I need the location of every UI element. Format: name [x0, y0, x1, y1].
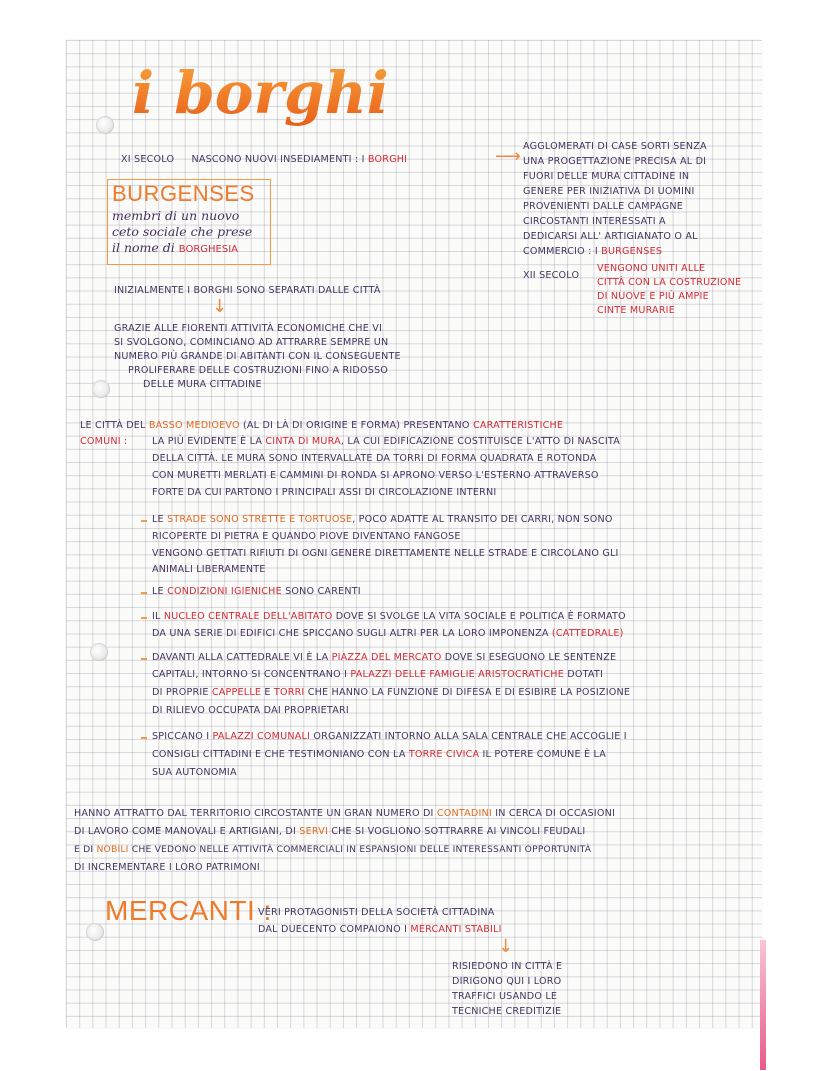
thanks-line: DELLE MURA CITTADINE: [143, 379, 262, 390]
strade-phrase: STRADE SONO STRETTE E TORTUOSE: [167, 514, 353, 525]
definition-line: AGGLOMERATI DI CASE SORTI SENZA: [523, 141, 707, 152]
attracted-line1: [74, 807, 615, 820]
attracted-text: IN CERCA DI OCCASIONI: [495, 808, 615, 819]
cities-p3: [152, 585, 361, 598]
cities-text: SONO CARENTI: [285, 586, 361, 597]
comuni-word: COMUNI :: [80, 436, 128, 447]
mercanti-sub-line: TECNICHE CREDITIZIE: [452, 1006, 562, 1017]
cities-text: CHE HANNO LA FUNZIONE DI DIFESA E DI ESIBIRE LA POSIZIONE: [307, 687, 631, 698]
punch-hole: [90, 643, 108, 661]
thanks-line: PROLIFERARE DELLE COSTRUZIONI FINO A RIDOSSO: [128, 365, 389, 376]
definition-line: CIRCOSTANTI INTERESSATI A: [523, 216, 666, 227]
cattedrale-word: (CATTEDRALE): [551, 628, 624, 639]
nobili-word: NOBILI: [96, 844, 129, 855]
borghesia-word: BORGHESIA: [178, 244, 238, 255]
page-edge-highlight: [760, 940, 766, 1070]
burgenses-line: membri di un nuovo: [112, 208, 240, 223]
cities-p4: [152, 610, 626, 623]
bullet-dash: [141, 592, 147, 594]
cities-text: DA UNA SERIE DI EDIFICI CHE SPICCANO SUGLI ALTRI PER LA LORO IMPONENZA: [152, 628, 549, 639]
cities-text: DOTATI: [567, 669, 603, 680]
xii-line: CITTÀ CON LA COSTRUZIONE: [597, 277, 742, 288]
cities-p4-line2: [152, 627, 624, 640]
punch-hole: [96, 116, 114, 134]
cities-text: IL POTERE COMUNE È LA: [482, 749, 607, 760]
contadini-word: CONTADINI: [436, 808, 492, 819]
definition-line: PROVENIENTI DALLE CAMPAGNE: [523, 201, 684, 212]
cities-text: DOVE SI ESEGUONO LE SENTENZE: [444, 652, 617, 663]
burgenses-line: ceto sociale che prese: [112, 224, 253, 239]
punch-hole: [86, 923, 104, 941]
xii-line: DI NUOVE E PIÙ AMPIE: [597, 291, 709, 302]
cities-line: VENGONO GETTATI RIFIUTI DI OGNI GENERE DIRETTAMENTE NELLE STRADE E CIRCOLANO GLI: [152, 548, 619, 559]
cities-p6: [152, 730, 627, 743]
cities-p6-line2: [152, 748, 606, 761]
cities-line: FORTE DA CUI PARTONO I PRINCIPALI ASSI DI CIRCOLAZIONE INTERNI: [152, 487, 497, 498]
xii-century: XII SECOLO: [523, 270, 580, 281]
servi-word: SERVI: [299, 826, 328, 837]
cities-p5: [152, 651, 616, 664]
cities-line: ANIMALI LIBERAMENTE: [152, 564, 266, 575]
burgenses-line: il nome di: [112, 240, 175, 255]
attracted-text: E DI: [74, 844, 94, 855]
cities-text: LE: [152, 586, 164, 597]
mercanti-line2: [258, 923, 502, 936]
arrow-down-icon: ↓: [498, 936, 514, 957]
cities-text: DAVANTI ALLA CATTEDRALE VI È LA: [152, 652, 329, 663]
cities-text: ORGANIZZATI INTORNO ALLA SALA CENTRALE CHE ACCOGLIE I: [313, 731, 627, 742]
thanks-line: GRAZIE ALLE FIORENTI ATTIVITÀ ECONOMICHE CHE VI: [114, 323, 382, 334]
definition-line: FUORI DELLE MURA CITTADINE IN: [523, 171, 690, 182]
cities-p5-line2: [152, 668, 603, 681]
definition-burgenses: BURGENSES: [601, 246, 663, 257]
cities-line: DELLA CITTÀ. LE MURA SONO INTERVALLATE DA TORRI DI FORMA QUADRATA E ROTONDA: [152, 453, 597, 464]
bullet-dash: [141, 737, 147, 739]
xi-borghi: BORGHI: [367, 154, 408, 165]
burgenses-title: BURGENSES: [112, 181, 255, 206]
cities-line: RICOPERTE DI PIETRA E QUANDO PIOVE DIVENTANO FANGOSE: [152, 531, 461, 542]
attracted-text: HANNO ATTRATTO DAL TERRITORIO CIRCOSTANTE UN GRAN NUMERO DI: [74, 808, 434, 819]
arrow-down-icon: ↓: [212, 296, 228, 317]
cities-p2: [152, 513, 613, 526]
basso-medioevo: BASSO MEDIOEVO: [148, 420, 240, 431]
definition-last-line: [523, 245, 662, 258]
arrow-right-icon: ⟶: [495, 146, 521, 167]
thanks-line: SI SVOLGONO, COMINCIANO AD ATTRARRE SEMPRE UN: [114, 337, 389, 348]
definition-line: GENERE PER INIZIATIVA DI UOMINI: [523, 186, 695, 197]
palazzi-comunali-phrase: PALAZZI COMUNALI: [212, 731, 311, 742]
cities-text: CONSIGLI CITTADINI E CHE TESTIMONIANO CON LA: [152, 749, 406, 760]
mercanti-sub-line: DIRIGONO QUI I LORO: [452, 976, 562, 987]
cities-text: , POCO ADATTE AL TRANSITO DEI CARRI, NON SONO: [352, 514, 613, 525]
torre-civica-phrase: TORRE CIVICA: [408, 749, 480, 760]
cities-text: LE CITTÀ DEL: [80, 420, 146, 431]
attracted-text: DI LAVORO COME MANOVALI E ARTIGIANI, DI: [74, 826, 297, 837]
cities-text: DI PROPRIE: [152, 687, 209, 698]
definition-line: UNA PROGETTAZIONE PRECISA AL DI: [523, 156, 707, 167]
cities-text: LE: [152, 514, 164, 525]
cities-text: LA PIÙ EVIDENTE È LA: [152, 436, 263, 447]
cities-line: DI RILIEVO OCCUPATA DAI PROPRIETARI: [152, 705, 349, 716]
bullet-dash: [141, 617, 147, 619]
bullet-dash: [141, 520, 147, 522]
palazzi-phrase: PALAZZI DELLE FAMIGLIE ARISTOCRATICHE: [350, 669, 564, 680]
xii-line: CINTE MURARIE: [597, 305, 675, 316]
cities-text: , LA CUI EDIFICAZIONE COSTITUISCE L'ATTO DI NASCITA: [340, 436, 620, 447]
mercanti-title: MERCANTI :: [105, 895, 272, 926]
cities-text: SPICCANO I: [152, 731, 210, 742]
cities-line: SUA AUTONOMIA: [152, 767, 237, 778]
cities-p5-line3: [152, 686, 630, 699]
burgenses-last-line: [112, 240, 238, 255]
bullet-dash: [141, 658, 147, 660]
definition-line: DEDICARSI ALL' ARTIGIANATO O AL: [523, 231, 698, 242]
cinta-di-mura: CINTA DI MURA: [265, 436, 341, 447]
attracted-line: DI INCREMENTARE I LORO PATRIMONI: [74, 862, 260, 873]
mercanti-sub-line: TRAFFICI USANDO LE: [452, 991, 558, 1002]
xi-text: NASCONO NUOVI INSEDIAMENTI : I: [191, 154, 365, 165]
definition-line: COMMERCIO : I: [523, 246, 598, 257]
cities-text: IL: [152, 611, 161, 622]
punch-hole: [92, 380, 110, 398]
mercanti-text: DAL DUECENTO COMPAIONO I: [258, 924, 408, 935]
condizioni-phrase: CONDIZIONI IGIENICHE: [167, 586, 282, 597]
torri-word: TORRI: [273, 687, 305, 698]
mercanti-stabili: MERCANTI STABILI: [410, 924, 502, 935]
caratteristiche-word: CARATTERISTICHE: [472, 420, 564, 431]
thanks-line: NUMERO PIÙ GRANDE DI ABITANTI CON IL CONSEGUENTE: [114, 351, 401, 362]
xii-line: VENGONO UNITI ALLE: [597, 263, 706, 274]
cities-text: CAPITALI, INTORNO SI CONCENTRANO I: [152, 669, 348, 680]
attracted-line2: [74, 825, 585, 838]
initially-line: INIZIALMENTE I BORGHI SONO SEPARATI DALLE CITTÀ: [114, 285, 381, 296]
xi-line: [121, 153, 407, 166]
cities-line: CON MURETTI MERLATI E CAMMINI DI RONDA SI APRONO VERSO L'ESTERNO ATTRAVERSO: [152, 470, 599, 481]
cappelle-word: CAPPELLE: [211, 687, 262, 698]
cities-intro: [80, 419, 563, 432]
cities-text: DOVE SI SVOLGE LA VITA SOCIALE E POLITICA È FORMATO: [335, 611, 626, 622]
mercanti-sub-line: RISIEDONO IN CITTÀ E: [452, 961, 563, 972]
attracted-text: CHE VEDONO NELLE ATTIVITÀ COMMERCIALI IN ESPANSIONI DELLE INTERESSANTI OPPORTUNITÀ: [131, 844, 592, 855]
xi-century: XI SECOLO: [121, 154, 175, 165]
nucleo-phrase: NUCLEO CENTRALE DELL'ABITATO: [163, 611, 333, 622]
attracted-text: CHE SI VOGLIONO SOTTRARRE AI VINCOLI FEUDALI: [331, 826, 586, 837]
attracted-line3: [74, 843, 591, 856]
mercanti-line: VERI PROTAGONISTI DELLA SOCIETÀ CITTADINA: [258, 907, 495, 918]
piazza-phrase: PIAZZA DEL MERCATO: [331, 652, 442, 663]
cities-p1: [152, 435, 620, 448]
cities-text: (AL DI LÀ DI ORIGINE E FORMA) PRESENTANO: [242, 420, 470, 431]
page-title: i borghi: [132, 59, 389, 127]
cities-text: E: [264, 687, 271, 698]
